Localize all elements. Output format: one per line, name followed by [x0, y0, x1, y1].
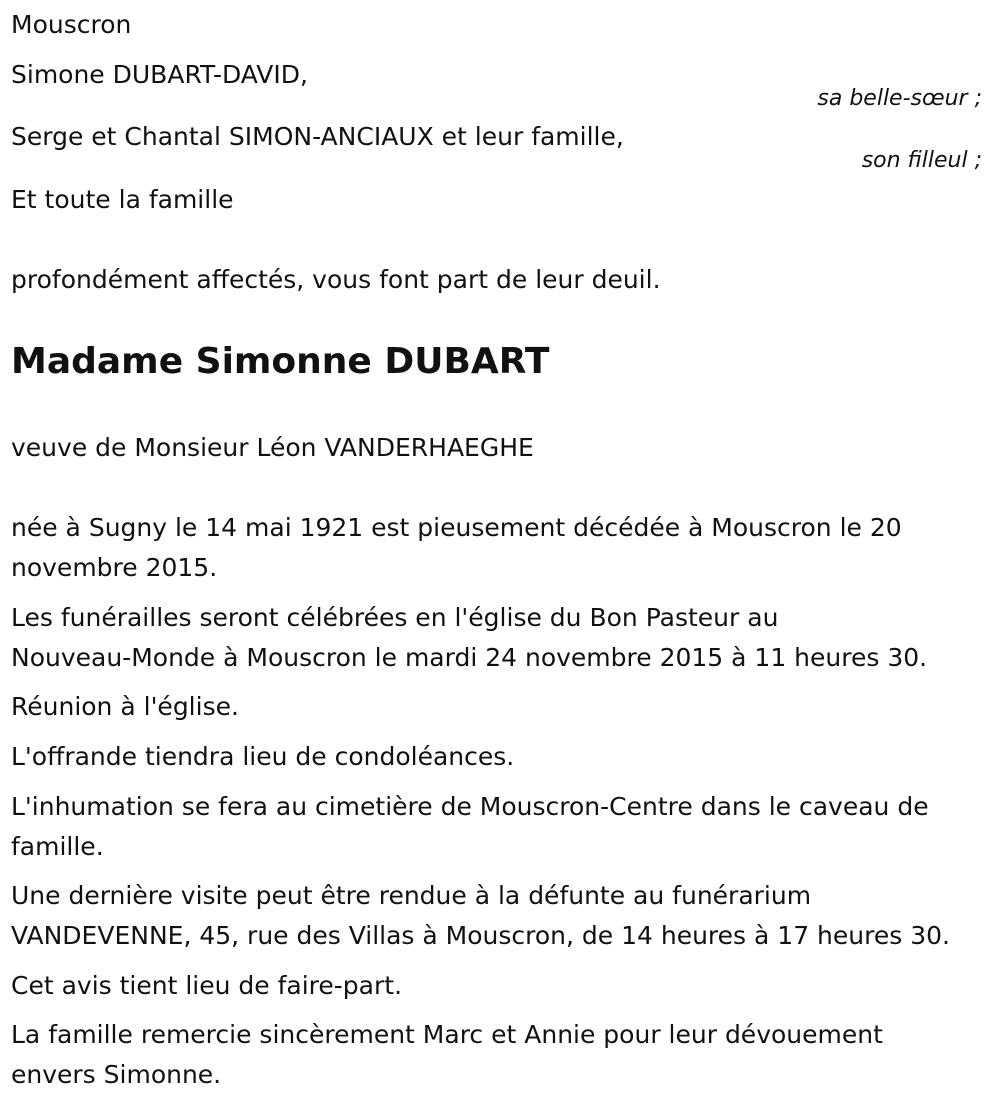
mourner-relation-2: son filleul ; [861, 148, 982, 173]
widow-of-text: veuve de Monsieur Léon VANDERHAEGHE [11, 433, 534, 462]
thanks-line-1: La famille remercie sincèrement Marc et Annie pour leur dévouement [11, 1020, 883, 1049]
burial-line-1: L'inhumation se fera au cimetière de Mouscron-Centre dans le caveau de [11, 792, 929, 821]
thanks-line-2: envers Simonne. [11, 1060, 222, 1089]
birth-death-line-2: novembre 2015. [11, 553, 218, 582]
visit-line-2: VANDEVENNE, 45, rue des Villas à Mouscron, de 14 heures à 17 heures 30. [11, 921, 950, 950]
visit-line-1: Une dernière visite peut être rendue à la défunte au funérarium [11, 881, 812, 910]
meeting-text: Réunion à l'église. [11, 692, 239, 721]
mourner-relation-1: sa belle-sœur ; [817, 86, 982, 111]
funeral-line-1: Les funérailles seront célébrées en l'église du Bon Pasteur au [11, 603, 779, 632]
announcement-text: profondément affectés, vous font part de leur deuil. [11, 265, 661, 294]
funeral-line-2: Nouveau-Monde à Mouscron le mardi 24 novembre 2015 à 11 heures 30. [11, 643, 928, 672]
offering-text: L'offrande tiendra lieu de condoléances. [11, 742, 515, 771]
deceased-name: Madame Simonne DUBART [11, 341, 550, 382]
city-label: Mouscron [11, 10, 132, 39]
mourner-name-3: Et toute la famille [11, 185, 234, 214]
notice-text: Cet avis tient lieu de faire-part. [11, 971, 403, 1000]
burial-line-2: famille. [11, 832, 104, 861]
birth-death-line-1: née à Sugny le 14 mai 1921 est pieusement décédée à Mouscron le 20 [11, 513, 902, 542]
mourner-name-1: Simone DUBART-DAVID, [11, 60, 308, 89]
mourner-name-2: Serge et Chantal SIMON-ANCIAUX et leur famille, [11, 122, 624, 151]
